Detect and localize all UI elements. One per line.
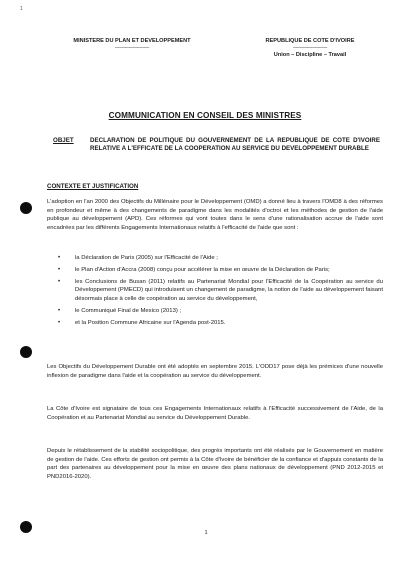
punch-hole bbox=[20, 346, 32, 358]
paragraph-4: Depuis le rétablissement de la stabilité sociopolitique, des progrès importants ont été réalisés par le Gouvernement en matière de gestion de l'aide. Ces efforts de gestion ont permis à la Côte d'Ivoire de bénéficier de la confiance et d'appuis constants de la part des partenaires au développement pour la mise en œuvre des plans nationaux de développement (PND 2012-2015 et PND2016-2020). bbox=[47, 448, 383, 480]
commitments-list bbox=[47, 254, 383, 331]
list-item: • la Déclaration de Paris (2005) sur l'Efficacité de l'Aide ; bbox=[47, 254, 383, 263]
punch-hole bbox=[20, 521, 32, 533]
list-item: • les Conclusions de Busan (2011) relatifs au Partenariat Mondial pour l'Efficacité de la Coopération au service du Développement (PMECD) qui introduisent un changement de paradigme, la notion de l'aide au développement faisant désormais place à celle de coopération au service du développement, bbox=[47, 278, 383, 304]
country-name: REPUBLIQUE DE COTE D'IVOIRE bbox=[265, 38, 355, 44]
objet-label: OBJET bbox=[53, 137, 74, 144]
header-left-dashes: ------------------------- bbox=[114, 45, 150, 51]
list-item: • et la Position Commune Africaine sur l'Agenda post-2015. bbox=[47, 319, 383, 328]
corner-mark: 1 bbox=[20, 6, 23, 12]
paragraph-2: Les Objectifs du Développement Durable ont été adoptés en septembre 2015. L'ODD17 pose déjà les prémices d'une nouvelle inflexion de paradigme dans l'aide et la coopération au service du développement. bbox=[47, 364, 383, 379]
section-title: CONTEXTE ET JUSTIFICATION bbox=[47, 183, 139, 190]
header-right-dashes: ------------------------- bbox=[292, 45, 328, 51]
document-title: COMMUNICATION EN CONSEIL DES MINISTRES bbox=[108, 111, 302, 120]
ministry-name: MINISTERE DU PLAN ET DEVELOPPEMENT bbox=[73, 38, 191, 44]
paragraph-3: La Côte d'Ivoire est signataire de tous ces Engagements Internationaux relatifs à l'Efficacité successivement de l'Aide, de la Coopération et au Partenariat Mondial au service du Développement Durable. bbox=[47, 406, 383, 421]
header-right bbox=[250, 38, 370, 59]
national-motto: Union – Discipline – Travail bbox=[273, 52, 347, 58]
page-number: 1 bbox=[204, 530, 208, 536]
paragraph-1: L'adoption en l'an 2000 des Objectifs du Millénaire pour le Développement (OMD) a donné lieu à travers l'OMD8 à des réformes en profondeur et même à des changements de paradigme dans les modalités d'octroi et les méthodes de gestion de l'aide publique au développement (APD). Ces réformes qui vont toutes dans le sens d'une rationalisation accrue de l'aide sont encadrées par les différents Engagements Internationaux relatifs à l'efficacité de l'aide que sont : bbox=[47, 199, 383, 231]
punch-hole bbox=[20, 202, 32, 214]
objet-text: DECLARATION DE POLITIQUE DU GOUVERNEMENT DE LA REPUBLIQUE DE COTE D'IVOIRE RELATIVE A L'EFFICATE DE LA COOPERATION AU SERVICE DU DEVELOPPEMENT DURABLE bbox=[90, 137, 380, 153]
header-left bbox=[57, 38, 207, 51]
list-item: • le Plan d'Action d'Accra (2008) conçu pour accélérer la mise en œuvre de la Déclaration de Paris; bbox=[47, 266, 383, 275]
list-item: • le Communiqué Final de Mexico (2013) ; bbox=[47, 307, 383, 316]
